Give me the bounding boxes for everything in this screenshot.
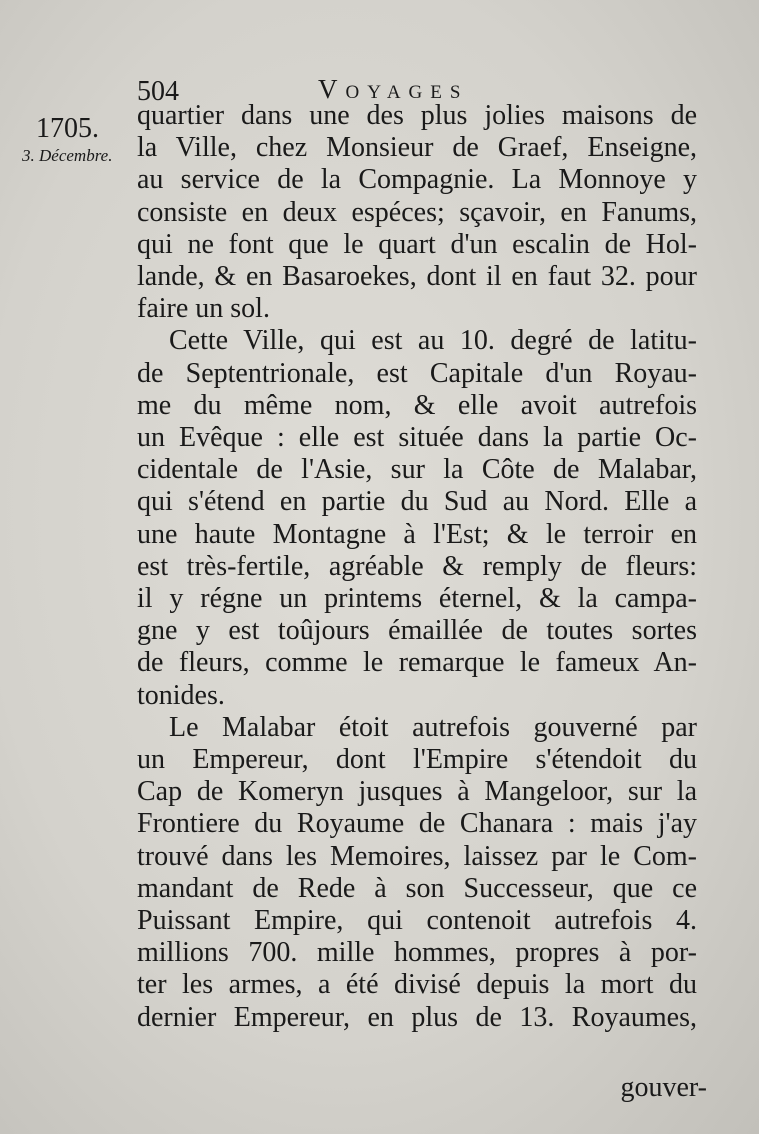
margin-note-year: 1705.: [36, 113, 99, 144]
text-line: millions 700. mille hommes, propres à por-: [137, 937, 697, 969]
text-line: faire un sol.: [137, 293, 270, 325]
text-line: la Ville, chez Monsieur de Graef, Enseigne,: [137, 132, 697, 164]
text-line: gne y est toûjours émaillée de toutes sortes: [137, 615, 697, 647]
text-line: Puissant Empire, qui contenoit autrefois 4.: [137, 905, 697, 937]
text-line: cidentale de l'Asie, sur la Côte de Malabar,: [137, 454, 697, 486]
running-title: Voyages: [318, 74, 469, 104]
body-text: [137, 100, 697, 1034]
text-line: Frontiere du Royaume de Chanara : mais j'ay: [137, 808, 697, 840]
text-line: de Septentrionale, est Capitale d'un Royau-: [137, 357, 697, 389]
text-line: quartier dans une des plus jolies maisons de: [137, 100, 697, 131]
text-line: il y régne un printems éternel, & la campa-: [137, 583, 697, 615]
text-line: dernier Empereur, en plus de 13. Royaumes,: [137, 1001, 697, 1033]
text-line: lande, & en Basaroekes, dont il en faut 32. pour: [137, 261, 697, 293]
margin-note-date: 3. Décembre.: [22, 146, 113, 165]
text-line: consiste en deux espéces; sçavoir, en Fanums,: [137, 196, 697, 228]
text-line: tonides.: [137, 679, 225, 711]
text-line: de fleurs, comme le remarque le fameux An-: [137, 647, 697, 679]
text-line: Le Malabar étoit autrefois gouverné par: [169, 711, 697, 743]
text-line: me du même nom, & elle avoit autrefois: [137, 389, 697, 421]
text-line: qui ne font que le quart d'un escalin de Hol-: [137, 228, 697, 260]
text-line: ter les armes, a été divisé depuis la mort du: [137, 969, 697, 1001]
text-line: trouvé dans les Memoires, laissez par le Com-: [137, 840, 697, 872]
text-line: un Empereur, dont l'Empire s'étendoit du: [137, 744, 697, 776]
text-line: Cette Ville, qui est au 10. degré de latitu-: [169, 325, 697, 357]
text-line: qui s'étend en partie du Sud au Nord. Elle a: [137, 486, 697, 518]
page-number: 504: [137, 76, 179, 107]
catchword: gouver-: [620, 1072, 707, 1103]
text-line: est très-fertile, agréable & remply de fleurs:: [137, 550, 697, 582]
text-line: au service de la Compagnie. La Monnoye y: [137, 164, 697, 196]
text-line: Cap de Komeryn jusques à Mangeloor, sur la: [137, 776, 697, 808]
text-line: mandant de Rede à son Successeur, que ce: [137, 872, 697, 904]
text-line: une haute Montagne à l'Est; & le terroir en: [137, 518, 697, 550]
text-line: un Evêque : elle est située dans la partie Oc-: [137, 422, 697, 454]
